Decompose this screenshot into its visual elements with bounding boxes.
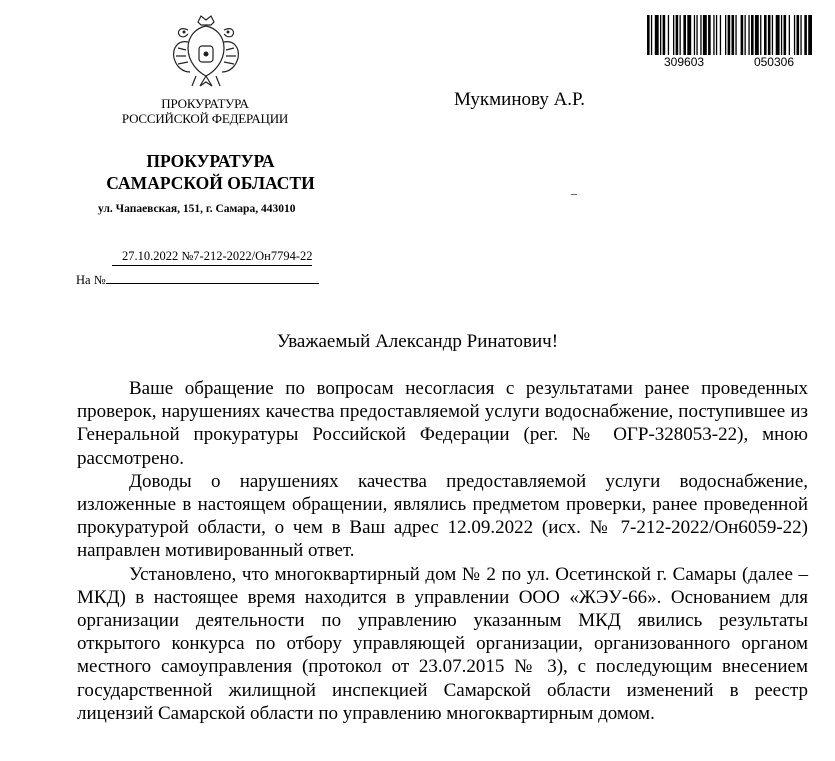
barcode-bar xyxy=(647,15,650,55)
barcode-bar xyxy=(755,15,759,55)
barcode-bar xyxy=(725,15,726,55)
org-name-regional xyxy=(78,150,343,194)
barcode-bar xyxy=(808,15,812,55)
barcode-bar xyxy=(764,15,767,55)
recipient-name: Мукминову А.Р. xyxy=(454,89,585,110)
barcode-bar xyxy=(720,15,721,55)
barcode-bar xyxy=(732,15,735,55)
org-name-federal xyxy=(100,96,310,126)
registration-line xyxy=(112,249,312,266)
barcode-bar xyxy=(781,15,782,55)
barcode-bar xyxy=(708,15,711,55)
org-address: ул. Чапаевская, 151, г. Самара, 443010 xyxy=(98,203,296,215)
barcode-bar xyxy=(772,15,773,55)
barcode-bar xyxy=(776,15,780,55)
barcode-bar xyxy=(680,15,681,55)
barcode-bar xyxy=(804,15,807,55)
reference-number-line xyxy=(76,272,319,288)
greeting: Уважаемый Александр Ринатович! xyxy=(276,331,559,352)
barcode-bar xyxy=(760,15,761,55)
na-no-label: На № xyxy=(76,273,106,287)
barcode-digits-left: 309603 xyxy=(664,55,705,69)
barcode-bar xyxy=(748,15,749,55)
paragraph-1: Ваше обращение по вопросам несогласия с результатами ранее проведенных проверок, нарушениях качества предоставляемой услуги водоснабжение, поступившее из Генеральной прокуратуры Российской Федерации (рег. № ОГР-328053-22), мною рассмотрено. xyxy=(77,378,808,469)
org-big-line-2: САМАРСКОЙ ОБЛАСТИ xyxy=(106,173,315,193)
barcode-bar xyxy=(696,15,697,55)
barcode-bar xyxy=(687,15,691,55)
barcode-bar xyxy=(741,15,744,55)
org-big-line-1: ПРОКУРАТУРА xyxy=(146,151,275,171)
reference-blank xyxy=(106,272,319,284)
barcode-bar xyxy=(716,15,717,55)
barcode-bar xyxy=(700,15,701,55)
barcode-bar xyxy=(655,15,659,55)
barcode-digits xyxy=(664,55,794,69)
letter-body xyxy=(77,377,808,725)
barcode-bar xyxy=(713,15,714,55)
barcode-bar xyxy=(728,15,731,55)
barcode-bar xyxy=(735,15,736,55)
paragraph-3: Установлено, что многоквартирный дом № 2 по ул. Осетинской г. Самары (далее – МКД) в настоящее время находится в управлении ООО «ЖЭУ-66». Основанием для организации деятельности по управлению указанным МКД явились результаты открытого конкурса по отбору управляющей организации, организованного органом местного самоуправления (протокол от 23.07.2015 № 3), с последующим внесением государственной жилищной инспекцией Самарской области изменений в реестр лицензий Самарской области по управлению многоквартирным домом. xyxy=(77,563,808,724)
barcode-bar xyxy=(651,15,652,55)
reg-date: 27.10.2022 xyxy=(122,249,179,263)
org-small-line-2: РОССИЙСКОЙ ФЕДЕРАЦИИ xyxy=(121,111,289,126)
barcode-bar xyxy=(797,15,800,55)
barcode-bar xyxy=(668,15,669,55)
org-small-line-1: ПРОКУРАТУРА xyxy=(161,96,249,111)
barcode-digits-right: 050306 xyxy=(753,55,794,69)
barcode-bar xyxy=(789,15,790,55)
barcode-bar xyxy=(660,15,661,55)
barcode-bar xyxy=(768,15,771,55)
barcode-bar xyxy=(794,15,795,55)
dash-mark: _ xyxy=(571,182,577,196)
barcode-bar xyxy=(694,15,695,55)
barcode xyxy=(647,15,812,55)
barcode-bar xyxy=(784,15,787,55)
barcode-bar xyxy=(745,15,746,55)
barcode-bar xyxy=(663,15,666,55)
barcode-bar xyxy=(751,15,754,55)
barcode-bar xyxy=(683,15,686,55)
paragraph-2: Доводы о нарушениях качества предоставляемой услуги водоснабжение, изложенные в настоящем обращении, являлись предметом проверки, ранее проведенной прокуратурой области, о чем в Ваш адрес 12.09.2022 (исх. № 7-212-2022/Он6059-22) направлен мотивированный ответ. xyxy=(77,470,808,562)
barcode-bar xyxy=(703,15,707,55)
reg-number: №7-212-2022/Он7794-22 xyxy=(181,249,313,263)
barcode-bar xyxy=(673,15,674,55)
coat-of-arms-emblem xyxy=(170,12,242,94)
barcode-bar xyxy=(676,15,679,55)
barcode-bar xyxy=(800,15,801,55)
